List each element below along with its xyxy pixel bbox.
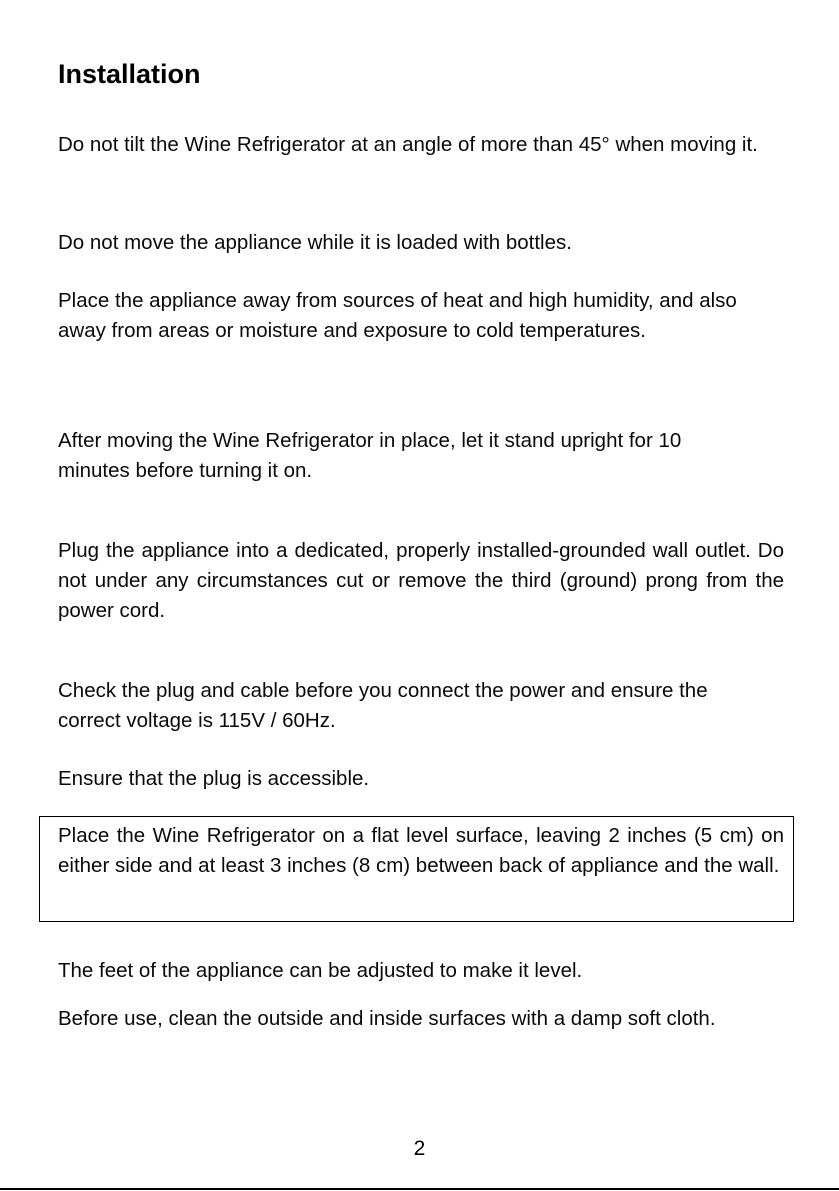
paragraph-stand-upright: After moving the Wine Refrigerator in place, let it stand upright for 10 minutes before turning it on. bbox=[58, 429, 682, 482]
paragraph-placement-heat: Place the appliance away from sources of heat and high humidity, and also away from areas or moisture and exposure to cold temperatures. bbox=[58, 289, 737, 342]
bottom-divider bbox=[0, 1188, 839, 1190]
paragraph-accessible: Ensure that the plug is accessible. bbox=[58, 767, 370, 790]
paragraph-tilt: Do not tilt the Wine Refrigerator at an angle of more than 45° when moving it. bbox=[58, 133, 758, 156]
paragraph-voltage: Check the plug and cable before you connect the power and ensure the correct voltage is 115V / 60Hz. bbox=[58, 679, 708, 732]
paragraph-clean: Before use, clean the outside and inside surfaces with a damp soft cloth. bbox=[58, 1007, 716, 1030]
paragraph-outlet: Plug the appliance into a dedicated, properly installed-grounded wall outlet. Do not under any circumstances cut or remove the third (ground) prong from the power cord. bbox=[58, 539, 784, 622]
page-number: 2 bbox=[413, 1137, 426, 1160]
paragraph-feet: The feet of the appliance can be adjusted to make it level. bbox=[58, 959, 583, 982]
page-title: Installation bbox=[58, 59, 201, 89]
paragraph-clearance: Place the Wine Refrigerator on a flat level surface, leaving 2 inches (5 cm) on either side and at least 3 inches (8 cm) between back of appliance and the wall. bbox=[58, 824, 784, 877]
paragraph-move-loaded: Do not move the appliance while it is loaded with bottles. bbox=[58, 231, 572, 254]
